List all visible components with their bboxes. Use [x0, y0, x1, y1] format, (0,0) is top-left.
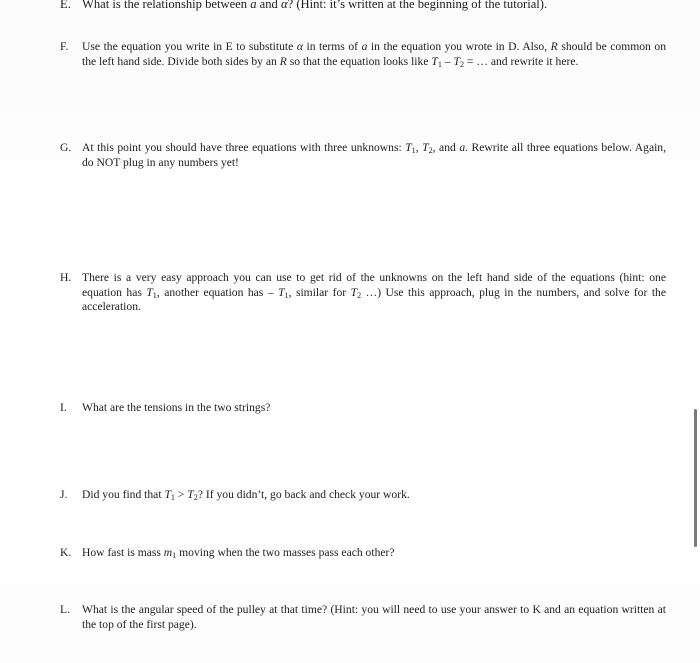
question-e: [60, 0, 666, 12]
question-text: At this point you should have three equations with three unknowns: $T_1$, $T_2$, and a. Rewrite all three equations below. Again, do NOT plug in any numbers yet!: [82, 141, 667, 169]
question-text: What is the angular speed of the pulley at that time? (Hint: you will need to use your answer to K and an equation written at the top of the first page).: [82, 603, 666, 631]
question-text: There is a very easy approach you can use to get rid of the unknowns on the left hand side of the equations (hint: one equation has $T_1$, another equation has – $T_1$, similar for $T_2$ …) Use this approach, plug in the numbers, and solve for the acceleration.: [82, 271, 666, 314]
question-letter: J.: [60, 488, 68, 501]
question-k: [60, 546, 666, 561]
question-text: Did you find that $T_1 > T_2$? If you didn’t, go back and check your work.: [82, 488, 410, 503]
question-letter: K.: [60, 546, 72, 559]
question-f: [60, 40, 666, 69]
question-letter: E.: [60, 0, 71, 11]
question-letter: H.: [60, 271, 72, 284]
question-letter: L.: [60, 603, 70, 616]
question-letter: I.: [60, 401, 67, 414]
question-l: [60, 603, 666, 632]
question-i: [60, 401, 666, 416]
question-text: How fast is mass $m_1$ moving when the two masses pass each other?: [82, 546, 395, 561]
question-h: [60, 271, 666, 315]
vertical-scrollbar[interactable]: [694, 409, 697, 547]
question-letter: F.: [60, 40, 69, 53]
question-j: [60, 488, 666, 503]
question-letter: G.: [60, 141, 72, 154]
question-text: What are the tensions in the two strings?: [82, 401, 271, 414]
question-text: Use the equation you write in E to substitute α in terms of a in the equation you wrote in D. Also, R should be common on the left hand side. Divide both sides by an R so that the equation looks like $T_1 - T_2$ = … and rewrite it here.: [82, 40, 666, 69]
question-text: What is the relationship between a and α? (Hint: it’s written at the beginning of the tutorial).: [82, 0, 548, 11]
question-g: [60, 141, 666, 170]
